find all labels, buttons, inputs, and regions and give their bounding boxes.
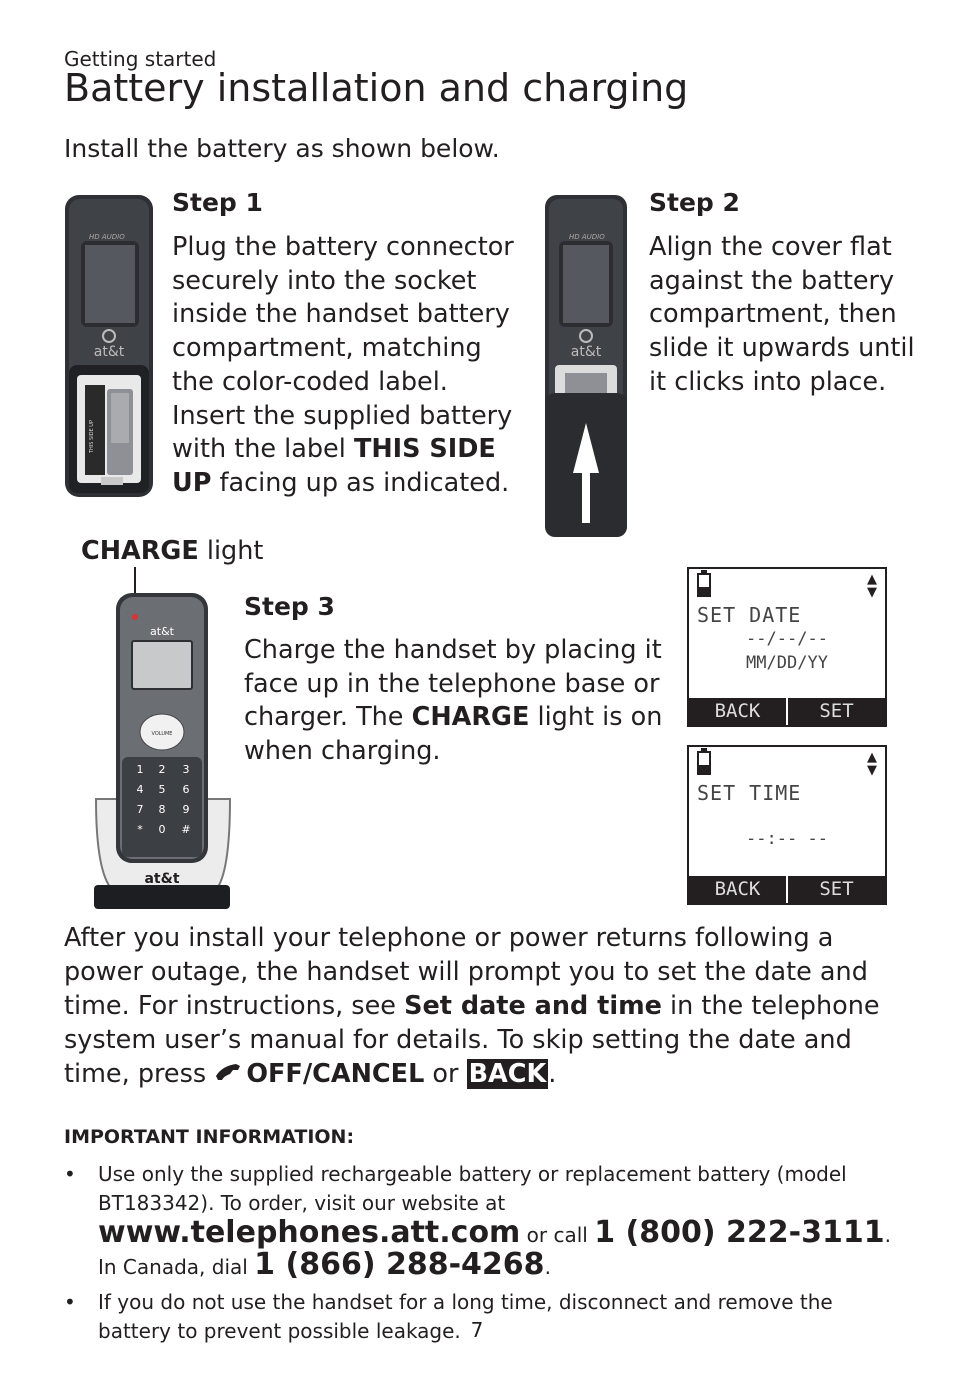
set-time-screen (687, 745, 887, 905)
softkey-set[interactable]: SET (788, 876, 885, 903)
battery-icon (697, 573, 711, 597)
key-9: 9 (182, 803, 190, 816)
key-2: 2 (158, 763, 166, 776)
key-4: 4 (136, 783, 144, 796)
list-item: • If you do not use the handset for a long time, disconnect and remove the battery to prevent possible leakage. (64, 1290, 833, 1343)
att-logo: at&t (93, 344, 125, 360)
handset-battery-image (63, 193, 155, 499)
key-7: 7 (136, 803, 144, 816)
scroll-arrows-icon: ▲ ▼ (867, 572, 877, 600)
hd-audio-badge: HD AUDIO (569, 233, 605, 241)
step2-text: Align the cover flat against the battery compartment, then slide it upwards until it clicks into place. (649, 232, 915, 397)
setup-paragraph: After you install your telephone or power returns following a power outage, the handset will prompt you to set the date and time. For instructions, see Set date and time in the telephone system user’s manual for details. To skip setting the date and time, press OFF/CANCEL or BACK. (64, 923, 880, 1089)
handset-cover-image (543, 193, 629, 539)
att-logo: at&t (570, 344, 602, 360)
step3-text: Charge the handset by placing it face up in the telephone base or charger. The CHARGE light is on when charging. (244, 635, 663, 767)
key-0: 0 (158, 823, 166, 836)
key-1: 1 (136, 763, 144, 776)
important-heading: IMPORTANT INFORMATION: (64, 1126, 355, 1148)
scroll-arrows-icon: ▲ ▼ (867, 750, 877, 778)
list-item: • Use only the supplied rechargeable battery or replacement battery (model BT183342). To order, visit our website at www.telephones.att.com or call 1 (800) 222-3111. In Canada, dial 1 (866) 288-4268. (64, 1162, 891, 1282)
base-att-logo: at&t (144, 871, 180, 887)
step1-text: Plug the battery connector securely into the socket inside the handset battery compartment, matching the color-coded label. Insert the supplied battery with the label THIS SIDE UP facing up as indicated. (172, 232, 514, 498)
key-3: 3 (182, 763, 190, 776)
hd-audio-badge: HD AUDIO (89, 233, 125, 241)
us-phone-number: 1 (800) 222-3111 (594, 1215, 885, 1250)
off-cancel-phone-icon (214, 1062, 246, 1084)
canada-phone-number: 1 (866) 288-4268 (254, 1247, 545, 1282)
softkey-back[interactable]: BACK (689, 698, 786, 725)
volume-label: VOLUME (151, 731, 173, 737)
screen-line1: SET TIME (697, 781, 802, 805)
key-star: * (137, 823, 143, 836)
softkey-set[interactable]: SET (788, 698, 885, 725)
battery-icon (697, 751, 711, 775)
handset-display (132, 641, 192, 689)
page-title: Battery installation and charging (64, 66, 689, 110)
key-5: 5 (158, 783, 166, 796)
key-8: 8 (158, 803, 166, 816)
key-6: 6 (182, 783, 190, 796)
screen-line2: --:-- -- (746, 829, 828, 849)
key-hash: # (181, 823, 191, 836)
intro-text: Install the battery as shown below. (64, 134, 500, 163)
screen-line2: --/--/-- (746, 629, 828, 649)
charge-light-indicator (132, 614, 138, 620)
handset-in-charger-image (90, 567, 235, 912)
page-number: 7 (470, 1318, 484, 1342)
softkey-back[interactable]: BACK (689, 876, 786, 903)
charge-light-label: CHARGE light (81, 536, 264, 566)
handset-att-logo: at&t (150, 625, 174, 638)
screen-line3: MM/DD/YY (746, 653, 828, 673)
step3-heading: Step 3 (244, 592, 335, 621)
screen-line1: SET DATE (697, 603, 802, 627)
back-key: BACK (468, 1059, 547, 1089)
step2-heading: Step 2 (649, 188, 740, 217)
step1-heading: Step 1 (172, 188, 263, 217)
battery-label: THIS SIDE UP (89, 420, 95, 453)
section-label: Getting started (64, 47, 217, 71)
set-date-screen (687, 567, 887, 727)
website-url[interactable]: www.telephones.att.com (98, 1215, 521, 1250)
